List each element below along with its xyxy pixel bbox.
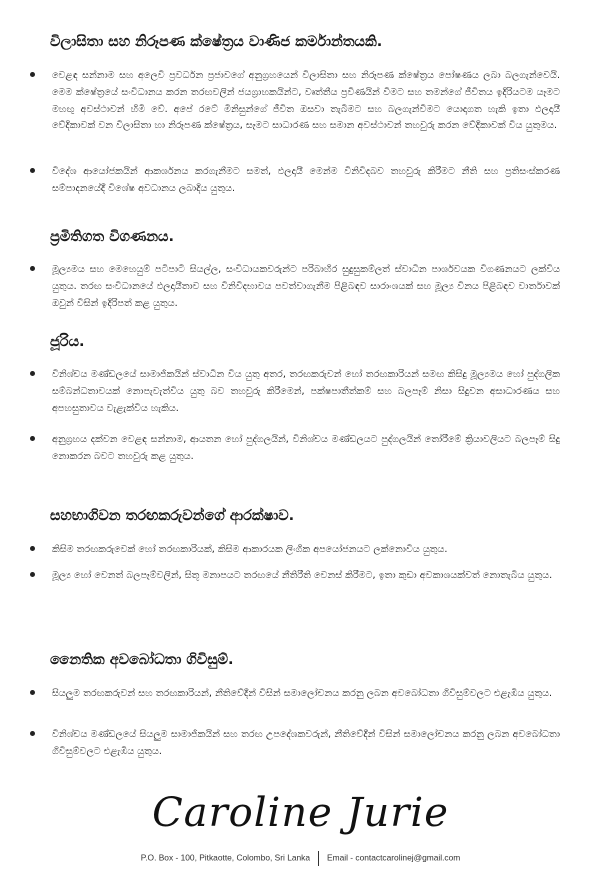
- list-item: [30, 432, 560, 466]
- bullet-icon: [30, 546, 35, 551]
- bullet-icon: [30, 690, 35, 695]
- list-item-text: වෙළඳ සන්නාම සහ අලෙවි ප්‍රවර්ධන ප්‍රජාවගේ අනුග්‍රහයෙන් විලාසිතා සහ නිරූපණ ක්ෂේත්‍රය පෝෂණය ලබා බලගැන්වෙයි. මෙම ක්ෂේත්‍රයේ සංවිධානය කරන තරඟවලින් ජයග්‍රාහකයින්ට, වෘත්තීය ප්‍රවීණයින් වීමට සහ තමන්ගේ ජීවිතය ඉදිරියටම යෑමට මහඟු අවස්ථාවන් හිමි වේ. අපේ රටේ මිනිසුන්ගේ ජීවිත ඔසවා තැබීමට සහ බලගැන්වීමට යොදාගත හැකි ඉතා ඵලදායී වේදිකාවක් වන විලාසිතා හා නිරූපණ ක්ෂේත්‍රය, සෑමට සාධාරණ සහ සමාන අවස්ථාවන් තහවුරු කරන වේදිකාවක් විය යුතුමය.: [52, 70, 560, 132]
- section-heading: නෛතික අවබෝධතා ගිවිසුම්.: [50, 652, 234, 668]
- list-item-text: මූල්‍යමය සහ මෙහෙයුම් පටිපාටි සියල්ල, සංවිධායකවරුන්ට පරිබාහිර සුදුසුකම්ලත් ස්වාධීන පාර්ශවයක විගණනයට ලක්විය යුතුය. තරඟ සංවිධානයේ ඵලදායීතාව සහ විනිවිදභාවය පවත්වාගැනීම පිළිබඳව සාරාංශයක් සහ මූල්‍ය විනය පිළිබඳව වාර්තාවක් ඔවුන් විසින් ඉදිරිපත් කළ යුතුය.: [52, 264, 560, 309]
- bullet-icon: [30, 168, 35, 173]
- list-item-text: කිසිම තරඟකරුවෙක් හෝ තරඟකාරියක්, කිසිම ආකාරයක ලිංගික අපයෝජනයට ලක්නොවිය යුතුය.: [52, 544, 448, 555]
- list-item-text: සියලුම තරඟකරුවන් සහ තරඟකාරියන්, නීතිවේදීන් විසින් සමාලෝචනය කරනු ලබන අවබෝධතා ගිවිසුම්වලට එළැඹිය යුතුය.: [52, 688, 553, 699]
- signature-logo: Caroline Jurie: [152, 790, 449, 836]
- list-item: [30, 262, 560, 312]
- list-item: [30, 727, 560, 761]
- footer: [0, 851, 601, 866]
- list-item: [30, 164, 560, 198]
- footer-email: Email - contactcarolinej@gmail.com: [327, 852, 461, 863]
- bullet-icon: [30, 72, 35, 77]
- section-heading: ප්‍රමිතිගත විගණනය.: [50, 229, 174, 245]
- section-heading: ජූරිය.: [50, 334, 85, 350]
- list-item: [30, 367, 560, 417]
- list-item: [30, 568, 560, 585]
- list-item: [30, 68, 560, 135]
- footer-address: P.O. Box - 100, Pitkaotte, Colombo, Sri Lanka: [140, 852, 311, 863]
- list-item-text: විනිශ්චය මණ්ඩලයේ සාමාජිකයින් ස්වාධීන විය යුතු අතර, තරඟකරුවන් හෝ තරඟකාරියන් සමඟ කිසිදු මූල්‍යමය හෝ පුද්ගලික සම්බන්ධතාවයක් නොපැවැත්විය යුතු බව තහවුරු කිරීමෙන්, පක්ෂපාතීත්කම් සහ බලපෑම් නිසා සිදුවන අසාධාරණය සහ අපහසුතාවය වැළැක්විය හැකිය.: [52, 369, 560, 414]
- list-item-text: මූල්‍ය හෝ වෙනත් බලපෑම්වලින්, සිතූ මනාපයට තරඟයේ නීතිරීති වෙනස් කිරීමට, ඉතා කුඩා අවකාශයක්වත් නොතැබිය යුතුය.: [52, 570, 553, 581]
- bullet-icon: [30, 371, 35, 376]
- bullet-icon: [30, 266, 35, 271]
- section-heading: සහභාගිවන තරඟකරුවන්ගේ ආරක්ෂාව.: [50, 508, 295, 524]
- bullet-icon: [30, 572, 35, 577]
- bullet-icon: [30, 436, 35, 441]
- list-item: [30, 542, 560, 559]
- footer-divider: [318, 851, 319, 866]
- bullet-icon: [30, 731, 35, 736]
- list-item-text: අනුග්‍රහය දක්වන වෙළඳ සන්නාම, ආයතන හෝ පුද්ගලයින්, විනිශ්චය මණ්ඩලයට පුද්ගලයින් තෝරීමේ ක්‍රියාවලියට බලපෑම් සිදු නොකරන බවට තහවුරු කළ යුතුය.: [52, 434, 560, 462]
- list-item: [30, 686, 560, 703]
- section-heading: විලාසිතා සහ නිරූපණ ක්ෂේත්‍රය වාණිජ කර්මාන්තයකි.: [50, 34, 383, 50]
- list-item-text: විදේශ ආයෝජකයින් ආකර්ශනය කරගැනීමට සමත්, ඵලදායී මෙන්ම විනිවිදබව තහවුරු කිරීමට නීති සහ ප්‍රතිසංස්කරණ සම්පාදනයේදී විශේෂ අවධානය ලබාදිය යුතුය.: [52, 166, 560, 194]
- list-item-text: විනිශ්චය මණ්ඩලයේ සියලුම සාමාජිකයින් සහ තරඟ උපදේශකවරුන්, නීතිවේදීන් විසින් සමාලෝචනය කරනු ලබන අවබෝධතා ගිවිසුම්වලට එළැඹිය යුතුය.: [52, 729, 560, 757]
